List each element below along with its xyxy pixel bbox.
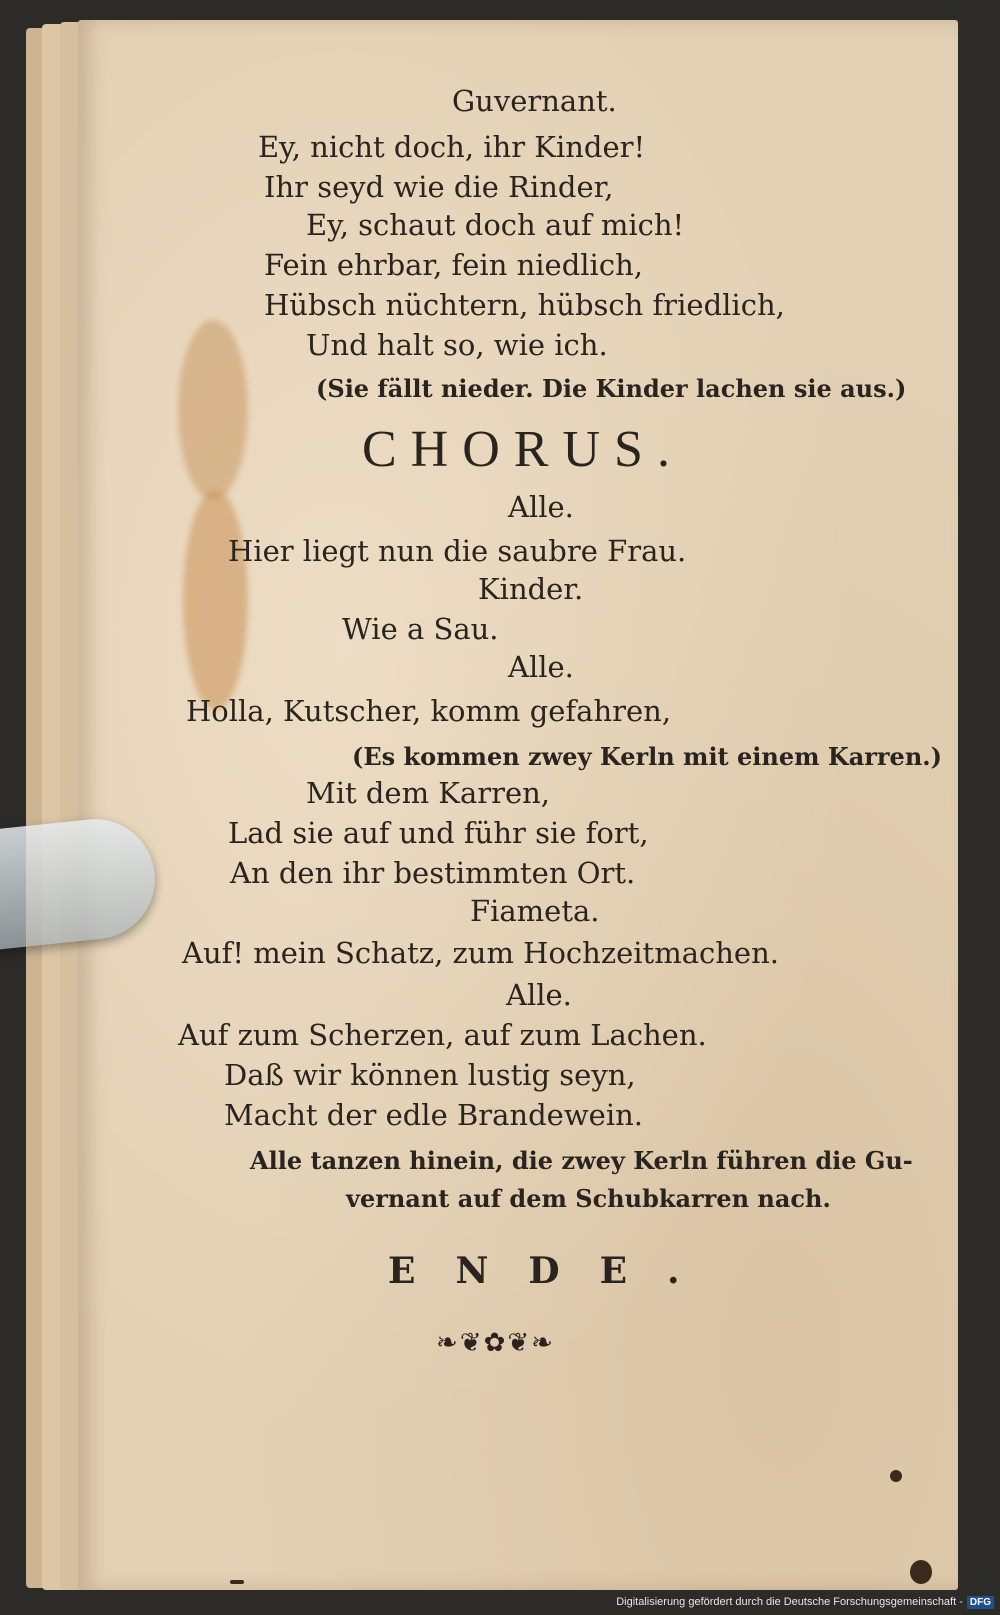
verse-line: Mit dem Karren,: [306, 776, 551, 810]
ink-speck: [890, 1470, 902, 1482]
speaker-guvernant: Guvernant.: [452, 84, 617, 118]
speaker-alle: Alle.: [508, 490, 574, 524]
stage-direction: Alle tanzen hinein, die zwey Kerln führen die Gu-: [250, 1146, 913, 1175]
stage-direction: vernant auf dem Schubkarren nach.: [346, 1184, 831, 1213]
verse-line: Ey, nicht doch, ihr Kinder!: [258, 130, 646, 164]
verse-line: Holla, Kutscher, komm gefahren,: [186, 694, 672, 728]
verse-line: Und halt so, wie ich.: [306, 328, 608, 362]
stage-direction: (Sie fällt nieder. Die Kinder lachen sie aus.): [316, 374, 907, 403]
stage-direction: (Es kommen zwey Kerln mit einem Karren.): [352, 742, 942, 771]
ink-speck: [910, 1560, 932, 1584]
speaker-fiameta: Fiameta.: [470, 894, 600, 928]
verse-line: Lad sie auf und führ sie fort,: [228, 816, 649, 850]
footer-credit: [616, 1593, 994, 1611]
verse-line: Ey, schaut doch auf mich!: [306, 208, 685, 242]
verse-line: Daß wir können lustig seyn,: [224, 1058, 636, 1092]
verse-line: Fein ehrbar, fein niedlich,: [264, 248, 643, 282]
ende-heading: ENDE.: [388, 1250, 720, 1292]
verse-line: Macht der edle Brandewein.: [224, 1098, 643, 1132]
chorus-heading: CHORUS.: [362, 421, 684, 478]
speaker-kinder: Kinder.: [478, 572, 584, 606]
speaker-alle: Alle.: [506, 978, 572, 1012]
speaker-alle: Alle.: [508, 650, 574, 684]
verse-line: Wie a Sau.: [342, 612, 499, 646]
verse-line: Hier liegt nun die saubre Frau.: [228, 534, 687, 568]
verse-line: Hübsch nüchtern, hübsch friedlich,: [264, 288, 785, 322]
stain: [183, 490, 248, 710]
verse-line: Auf! mein Schatz, zum Hochzeitmachen.: [182, 936, 779, 970]
ornament: ❧❦✿❦❧: [436, 1328, 555, 1358]
verse-line: Ihr seyd wie die Rinder,: [264, 170, 614, 204]
verse-line: An den ihr bestimmten Ort.: [230, 856, 636, 890]
stain: [178, 320, 248, 500]
ink-speck: [230, 1580, 244, 1584]
dfg-logo: DFG: [967, 1596, 994, 1609]
verse-line: Auf zum Scherzen, auf zum Lachen.: [178, 1018, 707, 1052]
credit-text: Digitalisierung gefördert durch die Deutsche Forschungsgemeinschaft -: [616, 1596, 963, 1608]
